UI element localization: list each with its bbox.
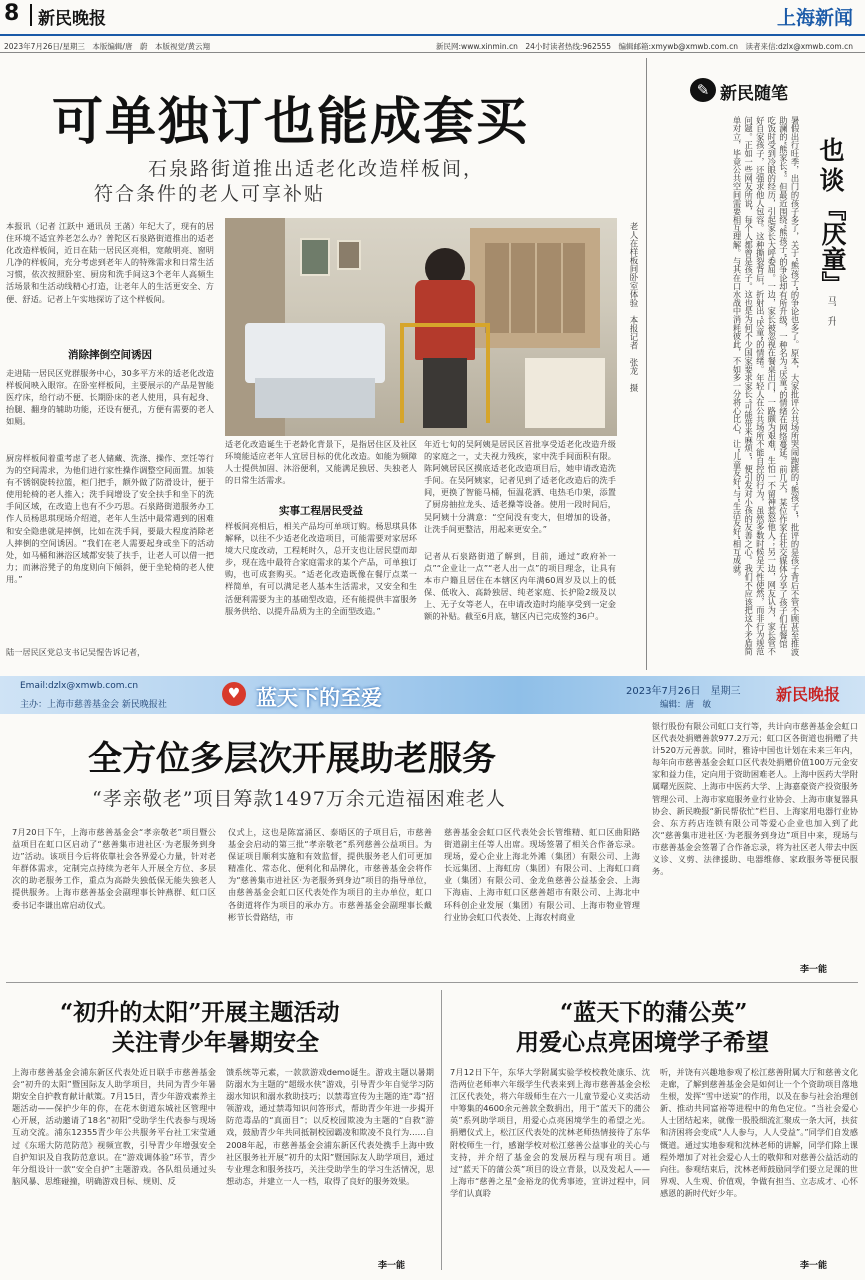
story1-title: 可单独订也能成套买 [52, 92, 530, 152]
banner-logo: 新民晚报 [776, 685, 841, 704]
story4-title1: “蓝天下的蒲公英” [560, 999, 748, 1026]
column-title: 也 谈 『厌童』 [818, 136, 847, 296]
story4-col1: 7月12日下午，东华大学附属实验学校校教处康乐、沈浩两位老师率六年级学生代表来到上海市慈善基金会松江区代表处，将六年级师生在六一儿童节爱心义卖活动中筹集的4600余元善款全数捐出，用于“蓝天下的蒲公英”系列助学项目，用爱心点亮困境学生的希望之光。捐赠仪式上，松江区代表处的沈林老师热情接待了东华附校师生一行，感谢学校对松江慈善公益事业的关心与支持，并介绍了基金会的发展历程与现有项目。通过“蓝天下的蒲公英”项目的设立背景，以及发起人——上海市“慈善之星”金裕龙的优秀事迹，宣讲过程中，同学们认真聆 [450, 1067, 650, 1198]
banner-date: 2023年7月26日 星期三 [626, 686, 741, 697]
contact-line: 新民网:www.xinmin.cn 24小时读者热线:962555 编辑邮箱:xmywb@xmwb.com.cn 读者来信:dzlx@xmwb.com.cn [436, 42, 853, 51]
story3-col2: 馈系统等元素，一款款游戏demo诞生。游戏主题以暑期防溺水为主题的“超级水侠”游戏，引导青少年自觉学习防溺水知识和溺水救助技巧；以禁毒宣传为主题的连“毒”招领游戏，通过禁毒知识问答形式，帮助青少年进一步揭开防范毒品的“真面目”；以反校园欺凌为主题的“自救”游戏，鼓励青少年共同抵制校园霸凌和欺凌不良行为……自2008年起，市慈善基金会浦东新区代表处携手上海中致社区服务社开展“初升的太阳”暨国际友人助学项目，通过专业理念和服务技巧，关注受助学生的学习生活情况，思想动态，并建立一人一档，取得了良好的服务效果。 [226, 1067, 434, 1186]
hospital-bed [245, 323, 385, 383]
story2-subtitle: “孝亲敬老”项目筹款1497万余元造福困难老人 [92, 788, 506, 810]
date-line: 2023年7月26日/星期三 本版编辑/唐 蔚 本版视觉/黄云翔 [4, 42, 210, 51]
story3-title1: “初升的太阳”开展主题活动 [60, 999, 340, 1026]
story1-col1-b: 走进陆一居民区党群服务中心，30多平方米的适老化改造样板间映入眼帘。在卧室样板间，主要展示的产品是智能医疗床，给行动不便、长期卧床的老人使用，具有起身、抬腿、翻身的辅助功能，还设有便孔，方便有需要的老人如厕。 [6, 368, 214, 427]
photo-caption: 老人在样板间卧室体验 本报记者 张龙 摄 [628, 222, 638, 392]
banner-title: 蓝天下的至爱 [256, 685, 382, 710]
story1-col2-b: 样板间亮相后，相关产品均可单项订购。杨思琪具体解释，以往不少适老化改造项目，可能需要对家居环境大尺度改动，工程耗时久，总开支也让居民望而却步，现在选中最符合家庭需求的某个产品，可单独订购，也可成套购买。“适老化改造既像在餐厅点菜一样简单，有可以满足老人基本生活需求，又安全和生活便利需要为主的基础型改造，还有能提供丰富服务服务供给、以提升品质为主的全面型改造。” [225, 521, 417, 616]
section-title: 上海新闻 [776, 7, 853, 29]
story3-col1: 上海市慈善基金会浦东新区代表处近日联手市慈善基金会“初升的太阳”暨国际友人助学项目，共同为青少年暑期安全自护教育献计献策。7月15日，青少年游戏素养主题活动——保护少年的你，在花木街道东城社区管理中心开展，活动邀请了18名“初阳”受助学生代表参与现场互动交流。浦东12355青少年公共服务平台社工宋莹通过《东瑶大防范防范》视频宣教，引导青少年增强安全自护知识及自我防范意识。在“游戏调体验”环节，青少年分组设计一款“安全自护”主题游戏。各队组员通过头脑风暴、思维碰撞，明确游戏目标、规则、反 [12, 1067, 216, 1186]
story1-col1-d: 陆一居民区党总支书记吴惺告诉记者， [6, 647, 146, 657]
story3-title2: 关注青少年暑期安全 [112, 1029, 319, 1056]
banner-email: Email:dzlx@xmwb.com.cn [20, 681, 139, 691]
story2-title: 全方位多层次开展助老服务 [88, 739, 496, 779]
story2-col1: 7月20日下午，上海市慈善基金会“孝亲敬老”项目暨公益项目在虹口区启动了“慈善集市进社区·为老服务到身边”活动。该项目今后将依靠社会各界爱心力量，针对老年群体需求，定制完点持续为老年人开展全方位、多层次的助老服务工作，重点为高龄失独低保无能失独老人提供服务。上海市慈善基金会副理事长钟燕群、虹口区委书记李谦出席启动仪式。 [12, 827, 216, 910]
paper-logo: 新民晚报 [38, 9, 106, 29]
column-brand: ✎ 新民随笔 [690, 76, 810, 104]
story1-col3-a: 年近七旬的吴阿姨是居民区首批享受适老化改造升级的家庭之一，丈夫视力残疾，家中洗手间面积有限。陈阿姨居民区摸底适老化改造项目后，她申请改造洗手间。在吴阿姨家，记者见到了适老化改造后的洗手间，更换了智能马桶，恒温花洒、电热毛巾架，添置了厨房抽拉龙头、适老操等设备。使用一段时间后，吴阿姨十分满意：“空间没有变大，但增加的设备，让洗手间更整洁，用起来更安全。” [424, 439, 616, 534]
story2-col4: 银行股份有限公司虹口支行等，共计向市慈善基金会虹口区代表处捐赠善款977.2万元；虹口区各街道也捐赠了共计520万元善款。同时，雅诗中国也计划在未来三年内，每年向市慈善基金会虹口区代表处捐赠价值100万元金安家和益力佳，定向用于资助困难老人。上海中医药大学附属曙光医院、上海市中医药大学、上海嘉豪资产投资服务管理公司、上海市家庭服务业行业协会、上海市康复器具协会、新民晚报“新民帮依忙”栏目、上海家用电器行业协会、东方药店连锁有限公司等爱心企业也加入到了此次“慈善集市进社区·为老服务到身边”项目中来，现场与市慈善基金会签署了合作备忘录，将为社区老人带去中医义诊、义剪、法律援助、电器维修、家政服务等便民服务。 [652, 721, 858, 877]
walker-frame [400, 323, 490, 423]
column-author: 马 升 [825, 296, 836, 326]
story1-col1-a: 本报讯（记者 江跃中 通讯员 王菡）年纪大了，现有的居住环境不适宜养老怎么办？普陀区石泉路街道推出的适老化改造样板间，近日在陆一居民区亮相，宽敞明亮、窗明几净的样板间，充分考虑到老年人的特殊需求和日常生活习惯，依次按照卧室、厨房和洗手间这3个老年人高频生活场景和生活动线精心打造，让老年人的生活更安全、方便、舒适。记者上午实地探访了这个样板间。 [6, 221, 214, 304]
story4-author: 李一能 [800, 1261, 828, 1271]
page-number: 8 [4, 1, 20, 26]
story1-col2-a: 适老化改造诞生于老龄化背景下，是指居住区及社区环境能适应老年人宜居目标的优化改造。如能为频障人士提供加固、沐浴便利，又能满足独居、失独老人的日常生活需求。 [225, 439, 417, 486]
story2-author: 李一能 [800, 965, 828, 975]
pen-icon: ✎ [690, 78, 716, 102]
heart-logo-icon: ♥ [222, 682, 246, 706]
story1-heading1: 消除摔倒空间诱因 [68, 349, 152, 361]
story2-col2: 仪式上，这也是陈富涌区、泰晤区的子项目后，市慈善基金会启动的第三批“孝亲敬老”系列慈善公益项目。为保证项目顺利实施和有效监督，提供服务老人们可更加精准化、常态化、便利化和品牌化，市慈善基金会将作为“慈善集市进社区·为老服务到身边”项目的指导单位，由慈善基金会虹口区代表处作为项目的主办单位，虹口各街道将作为项目的承办方。市慈善基金会副理事长戴彬节长骨路结，市 [228, 827, 432, 922]
page-header [0, 0, 865, 51]
charity-banner [0, 676, 865, 714]
column-body: 暑假出行旺季，出门的孩子多了，关于“熊孩子”的争论也多了。原本，大家批评公共场所哭闹跑跳的“熊孩子”，批评的是孩子背后不管不顾甚至推波助澜的“熊家长”。但最近围绕“熊孩子”的争论却有所升级，一种名为“厌童”的情绪在网络蔓延。前几天，某位作家在社交媒体分享了孩子们在餐馆吃饭时受到冷眼的经历，引起家长大呼委屈。一边，家长被忽视在餐桌出门，一路颇为艰难，生怕一不留神惹怒他人；另一边，网友认为，家长管不好自家孩子，还强求他人包容。这种撕裂背后，折射出“厌童”的情绪。年轻人在公共场所不能自控的行为，虽然多数时候是天性使然，而非行为规范问题。正如一些网友所说，每个人都曾是孩子。这也是为何不少国家要求家长“可能带来麻烦”，便引发对小孩的友善之心。我们不应该把这个矛盾简单对立，毕竟公共空间需要相互理解。与其在口水战中消耗彼此，不如多一分将心比心，让“儿童友好”与“生活友好”相互成就。 [732, 116, 800, 656]
story2-col3: 慈善基金会虹口区代表处会长管维精、虹口区曲阳路街道副主任等人出席。现场签署了相关合作备忘录。现场，爱心企业上海北外滩（集团）有限公司、上海长远集团、上海虹房（集团）有限公司、上海虹口商业（集团）有限公司、金龙鱼慈善公益基金会、上海下海庙、上海市虹口区慈善超市有限公司、上海北中环科创企业发展（集团）有限公司、上海市物业管理行业协会虹口代表处、上海农村商业 [444, 827, 640, 922]
story1-col1-c: 厨房样板间着重考虑了老人储藏、洗涤、操作、烹饪等行为的空间需求，为他们进行家性操作调整空间面置。加装有不锈钢旋转拉篮，柜门把手，额外做了防滑设计，便于使用轮椅的老人推入；洗手间增设了安全扶手和坐下的洗手间区域，在改造上也有不少巧思。石泉路街道服务办工作人员杨思琪现场介绍道，老年人生活中最常遇到的困难和安全隐患就是摔倒，比如在洗手间，要最大程度消除老人摔倒的空间诱因。“我们在老人需要起身或坐下的活动处，如马桶和淋浴区域都安装了扶手，让老人可以借一把力；而淋浴凳子的角度则向下倾斜，便于坐轮椅的老人使用。” [6, 453, 214, 584]
story1-subtitle2: 符合条件的老人可享补贴 [94, 183, 326, 205]
story1-photo [225, 218, 617, 436]
banner-editor: 编辑：唐 敏 [660, 700, 712, 710]
story4-title2: 用爱心点亮困境学子希望 [516, 1029, 769, 1056]
story1-subtitle1: 石泉路街道推出适老化改造样板间， [148, 158, 485, 180]
banner-sponsor: 主办：上海市慈善基金会 新民晚报社 [20, 700, 167, 710]
story1-col3-b: 记者从石泉路街道了解到，目前，通过“政府补一点”“企业让一点”“老人出一点”的项目理念，让具有本市户籍且居住在本辖区内年满60周岁及以上的低保、低收入、高龄独居、纯老家庭、长护险2级及以上、无子女等老人，在申请改造时均能享受到一定金额的补贴。截至6月底，辖区内已完成签约36户。 [424, 551, 616, 622]
story4-col2: 听，并饶有兴趣地参观了松江慈善附属大厅和慈善文化走廊，了解到慈善基金会是如何让一个个资助项目落地生根，发挥“雪中送炭”的作用，以及在参与社会治理创新、推动共同富裕等进程中的角色定位。“当社会爱心人士团结起来，就像一股股细流汇聚成一条大河，扶贫和济困将会变成“人人参与，人人受益”。”同学们自发感慨道。通过实地参观和沈林老师的讲解，同学们除上课程外增加了对社会爱心人士的敬仰和对慈善公益活动的向往。参观结束后，沈林老师鼓励同学们要立足课的世界观、人生观、价值观，争做有担当、立志成才、心怀感恩的新时代好少年。 [660, 1067, 858, 1198]
story3-author: 李一能 [378, 1261, 406, 1271]
story1-heading2: 实事工程居民受益 [279, 505, 363, 517]
